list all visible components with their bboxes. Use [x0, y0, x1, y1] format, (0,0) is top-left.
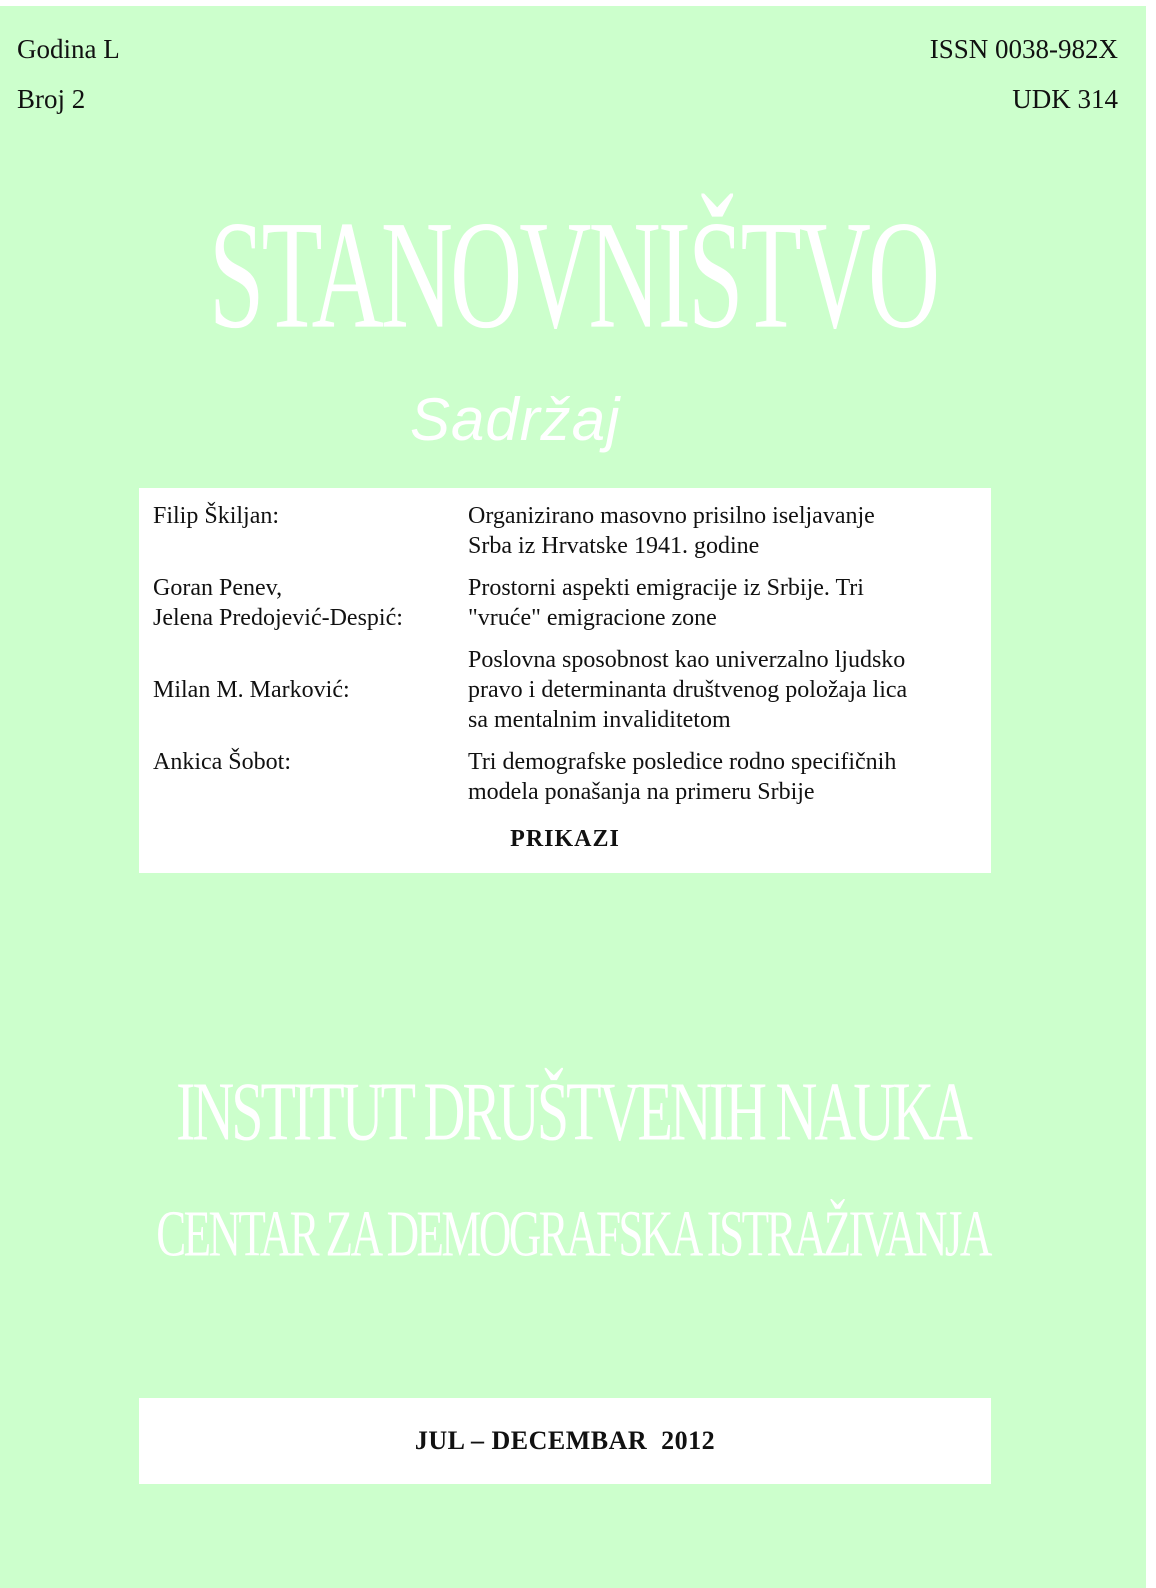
toc-title: Poslovna sposobnost kao univerzalno ljudsko pravo i determinanta društvenog položaja lica sa mentalnim invaliditetom [468, 647, 908, 733]
table-of-contents [139, 488, 991, 873]
journal-cover [0, 6, 1146, 1588]
toc-author: Milan M. Marković: [153, 677, 350, 703]
toc-title: Tri demografske posledice rodno specifičnih modela ponašanja na primeru Srbije [468, 749, 897, 805]
volume-label: Godina L [17, 34, 120, 64]
journal-title: STANOVNIŠTVO [208, 188, 938, 361]
contents-heading: Sadržaj [410, 386, 621, 453]
reviews-heading: PRIKAZI [510, 826, 620, 852]
toc-title: Prostorni aspekti emigracije iz Srbije. Tri "vruće" emigracione zone [468, 575, 864, 631]
issue-label: Broj 2 [17, 84, 86, 114]
publisher-center: CENTAR ZA DEMOGRAFSKA ISTRAŽIVANJA [156, 1197, 990, 1271]
toc-author: Ankica Šobot: [153, 749, 291, 775]
toc-author: Goran Penev, Jelena Predojević-Despić: [153, 575, 403, 631]
issn-label: ISSN 0038-982X [929, 34, 1118, 64]
issue-period-box [139, 1398, 991, 1484]
toc-title: Organizirano masovno prisilno iseljavanje Srba iz Hrvatske 1941. godine [468, 503, 875, 559]
udk-label: UDK 314 [1012, 84, 1118, 114]
publisher-institute: INSTITUT DRUŠTVENIH NAUKA [176, 1064, 970, 1159]
toc-author: Filip Škiljan: [153, 503, 280, 529]
issue-period: JUL – DECEMBAR 2012 [414, 1426, 716, 1455]
